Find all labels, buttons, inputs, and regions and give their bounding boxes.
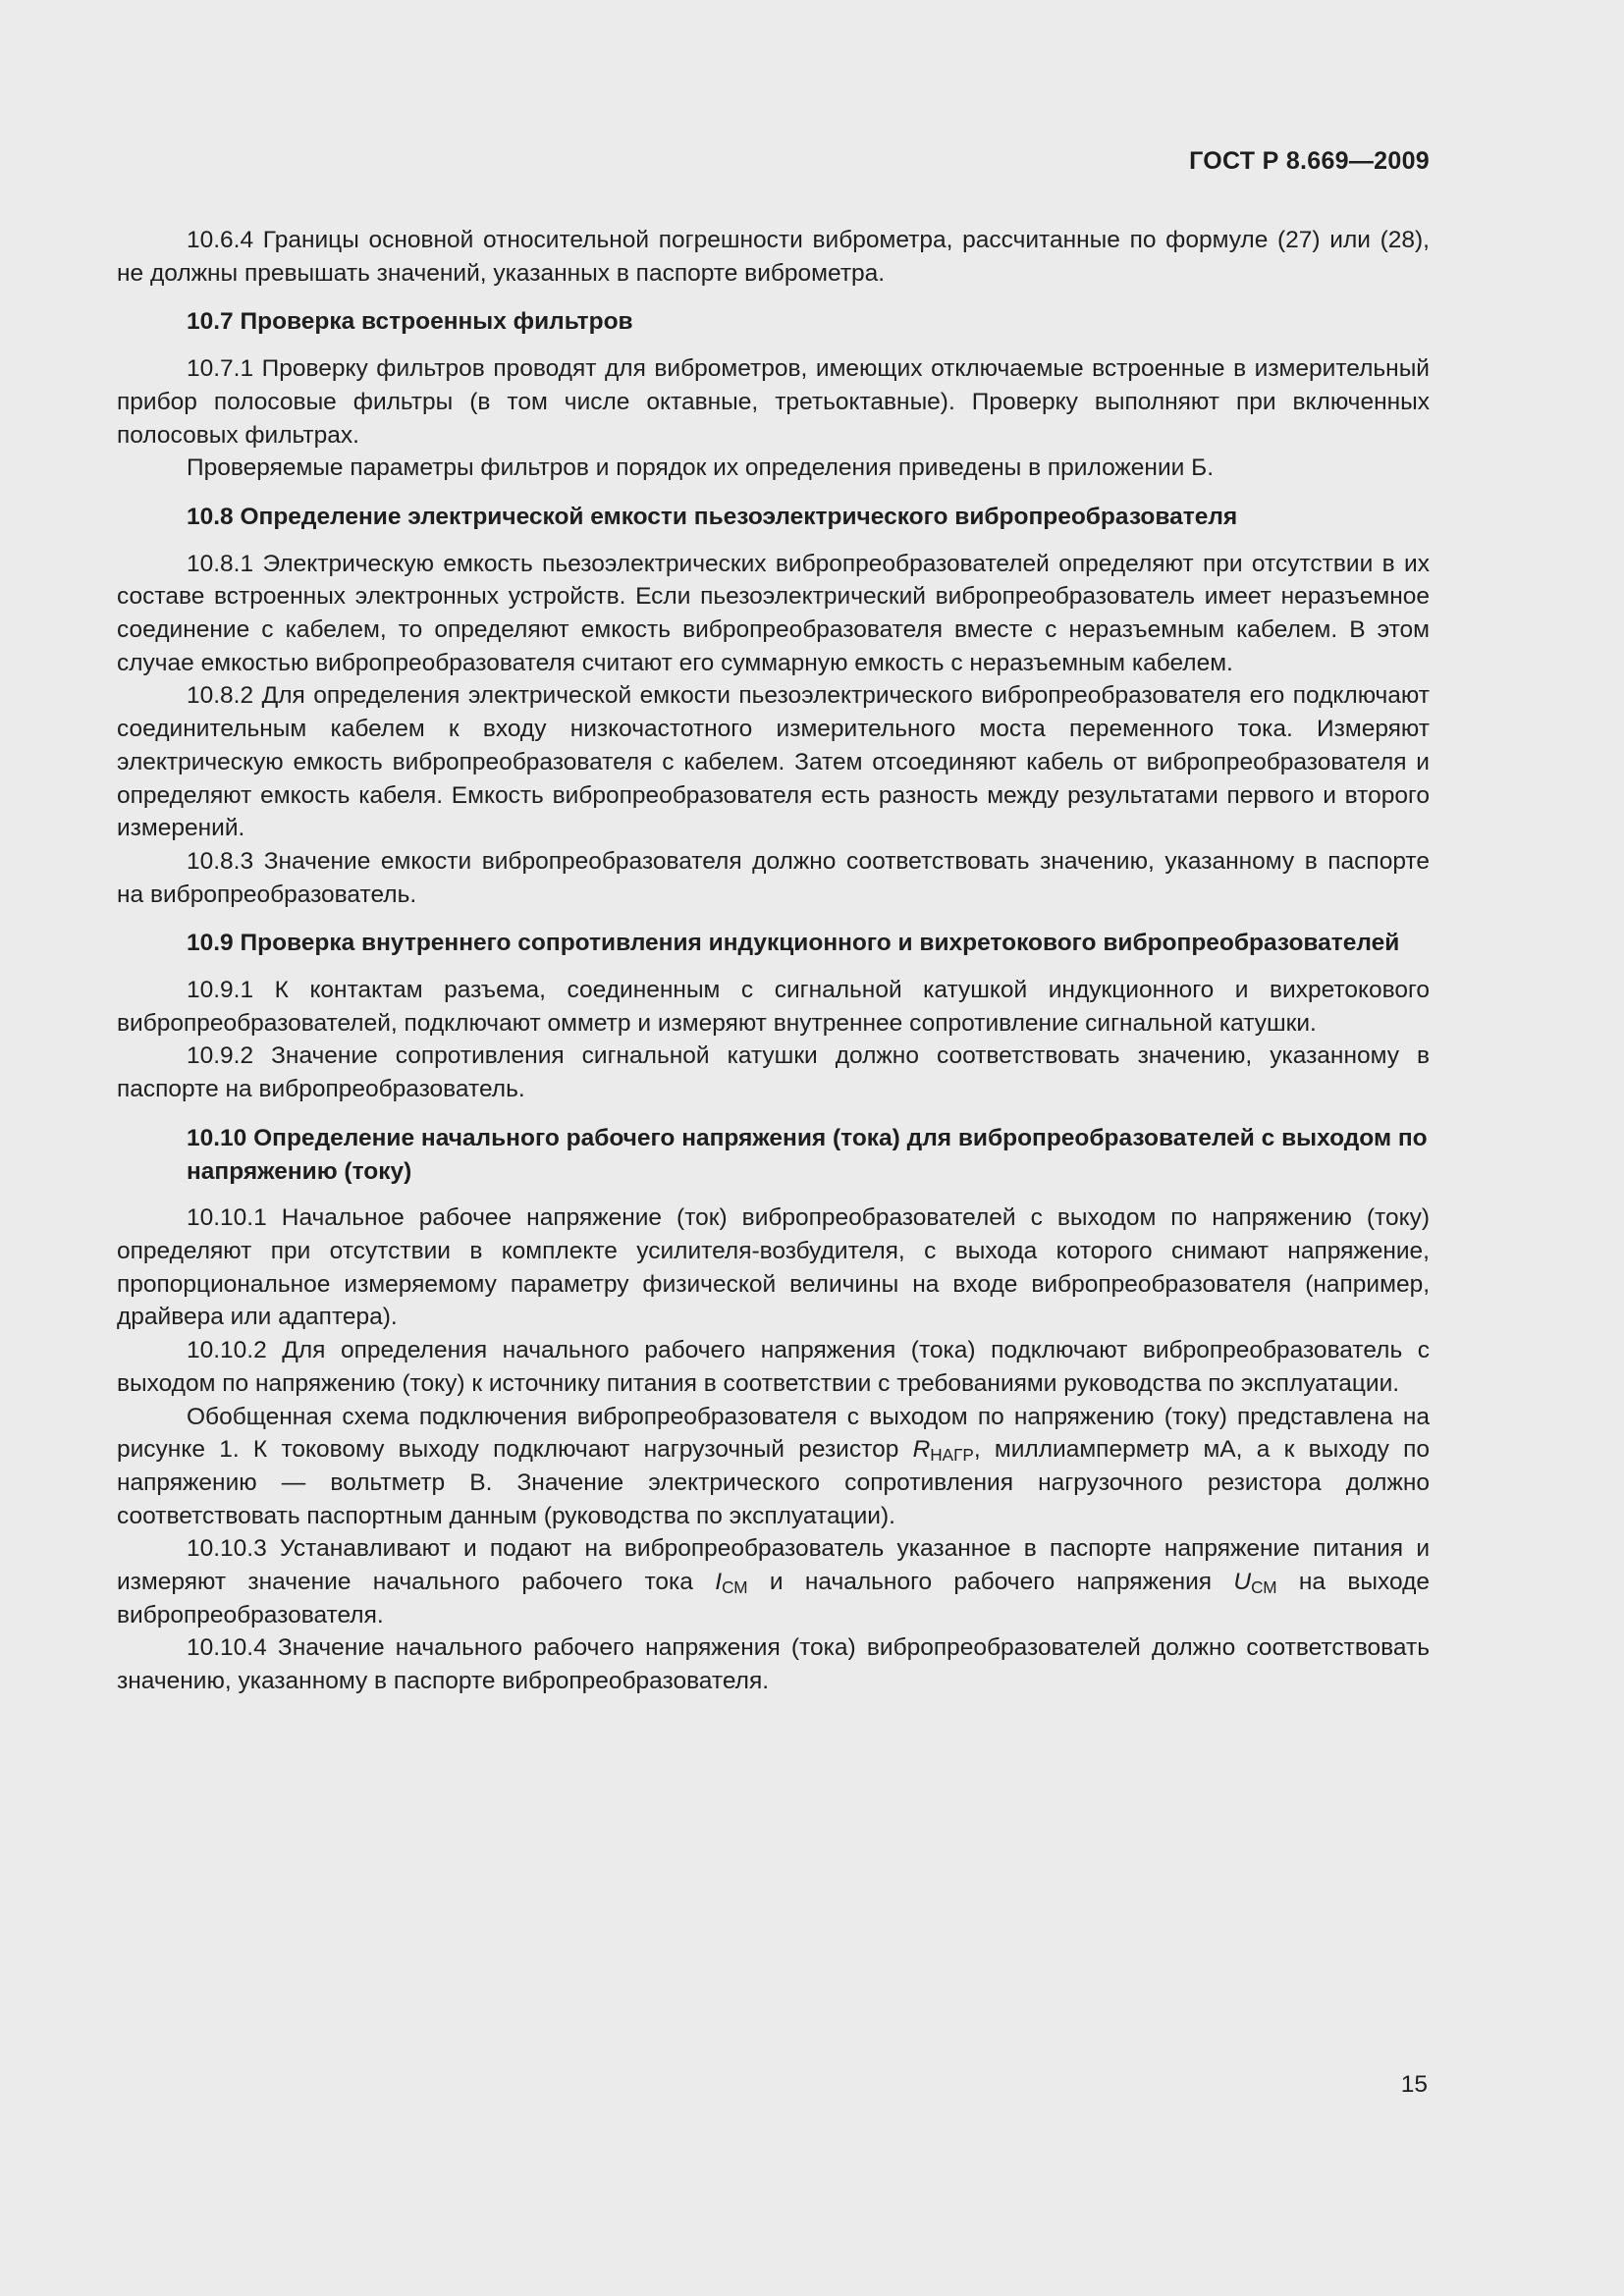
voltage-symbol: U [1233, 1569, 1252, 1596]
resistor-subscript: НАГР [930, 1445, 974, 1466]
paragraph-10-8-3: 10.8.3 Значение емкости вибропреобразователя должно соответствовать значению, указанному в паспорте на вибропреобразователь. [117, 847, 1430, 908]
paragraph-10-7-1: 10.7.1 Проверку фильтров проводят для виброметров, имеющих отключаемые встроенные в измерительный прибор полосовые фильтры (в том числе октавные, третьоктавные). Проверку выполняют при включенных полосовых фильтрах. [117, 355, 1430, 449]
text-run: и начального рабочего напряжения [747, 1569, 1234, 1596]
page-number: 15 [1400, 2071, 1428, 2098]
heading-10-8: 10.8 Определение электрической емкости пьезоэлектрического вибропреобразователя [187, 503, 1238, 530]
document-id-header: ГОСТ Р 8.669—2009 [1189, 147, 1430, 175]
text-run: на выходе вибропреобразователя. [117, 1569, 1430, 1629]
paragraph-10-8-1: 10.8.1 Электрическую емкость пьезоэлектрических вибропреобразователей определяют при отсутствии в их составе встроенных электронных устройств. Если пьезоэлектрический вибропреобразователь имеет неразъемное соединение с кабелем, то определяют емкость вибропреобразователя вместе с неразъемным кабелем. В этом случае емкостью вибропреобразователя считают его суммарную емкость с неразъемным кабелем. [117, 550, 1430, 676]
paragraph-10-8-2: 10.8.2 Для определения электрической емкости пьезоэлектрического вибропреобразователя его подключают соединительным кабелем к входу низкочастотного измерительного моста переменного тока. Измеряют электрическую емкость вибропреобразователя с кабелем. Затем отсоединяют кабель от вибропреобразователя и определяют емкость кабеля. Емкость вибропреобразователя есть разность между результатами первого и второго измерений. [117, 682, 1430, 842]
current-subscript: СМ [722, 1577, 748, 1598]
resistor-symbol: R [912, 1436, 931, 1464]
paragraph-10-10-2: 10.10.2 Для определения начального рабочего напряжения (тока) подключают вибропреобразователь с выходом по напряжению (току) к источнику питания в соответствии с требованиями руководства по эксплуатации. [117, 1337, 1430, 1397]
paragraph-10-10-3 [117, 1532, 1430, 1631]
text-run: , миллиамперметр мА, а к выходу по напряжению — вольтметр В. Значение электрического сопротивления нагрузочного резистора должно соответствовать паспортным данным (руководства по эксплуатации). [117, 1436, 1430, 1529]
paragraph-10-10-scheme [117, 1401, 1430, 1533]
paragraph-10-10-4: 10.10.4 Значение начального рабочего напряжения (тока) вибропреобразователей должно соответствовать значению, указанному в паспорте вибропреобразователя. [117, 1634, 1430, 1695]
text-run: Обобщенная схема подключения вибропреобразователя с выходом по напряжению (току) представлена на рисунке 1. К токовому выходу подключают нагрузочный резистор [117, 1403, 1430, 1464]
heading-10-7: 10.7 Проверка встроенных фильтров [187, 308, 633, 336]
text-run: 10.10.3 Устанавливают и подают на вибропреобразователь указанное в паспорте напряжение питания и измеряют значение начального рабочего тока [117, 1535, 1430, 1596]
paragraph-10-9-2: 10.9.2 Значение сопротивления сигнальной катушки должно соответствовать значению, указанному в паспорте на вибропреобразователь. [117, 1042, 1430, 1103]
paragraph-10-6-4: 10.6.4 Границы основной относительной погрешности виброметра, рассчитанные по формуле (27) или (28), не должны превышать значений, указанных в паспорте виброметра. [117, 227, 1430, 287]
paragraph-10-7-params: Проверяемые параметры фильтров и порядок их определения приведены в приложении Б. [187, 454, 1215, 482]
heading-10-10: 10.10 Определение начального рабочего напряжения (тока) для вибропреобразователей с выходом по напряжению (току) [187, 1124, 1428, 1185]
document-body [117, 224, 1430, 1698]
heading-10-9: 10.9 Проверка внутреннего сопротивления индукционного и вихретокового вибропреобразователей [187, 930, 1400, 957]
voltage-subscript: СМ [1251, 1577, 1277, 1598]
paragraph-10-9-1: 10.9.1 К контактам разъема, соединенным с сигнальной катушкой индукционного и вихретокового вибропреобразователей, подключают омметр и измеряют внутреннее сопротивление сигнальной катушки. [117, 977, 1430, 1037]
paragraph-10-10-1: 10.10.1 Начальное рабочее напряжение (ток) вибропреобразователей с выходом по напряжению (току) определяют при отсутствии в комплекте усилителя-возбудителя, с выхода которого снимают напряжение, пропорциональное измеряемому параметру физической величины на входе вибропреобразователя (например, драйвера или адаптера). [117, 1204, 1430, 1331]
current-symbol: I [715, 1569, 723, 1596]
